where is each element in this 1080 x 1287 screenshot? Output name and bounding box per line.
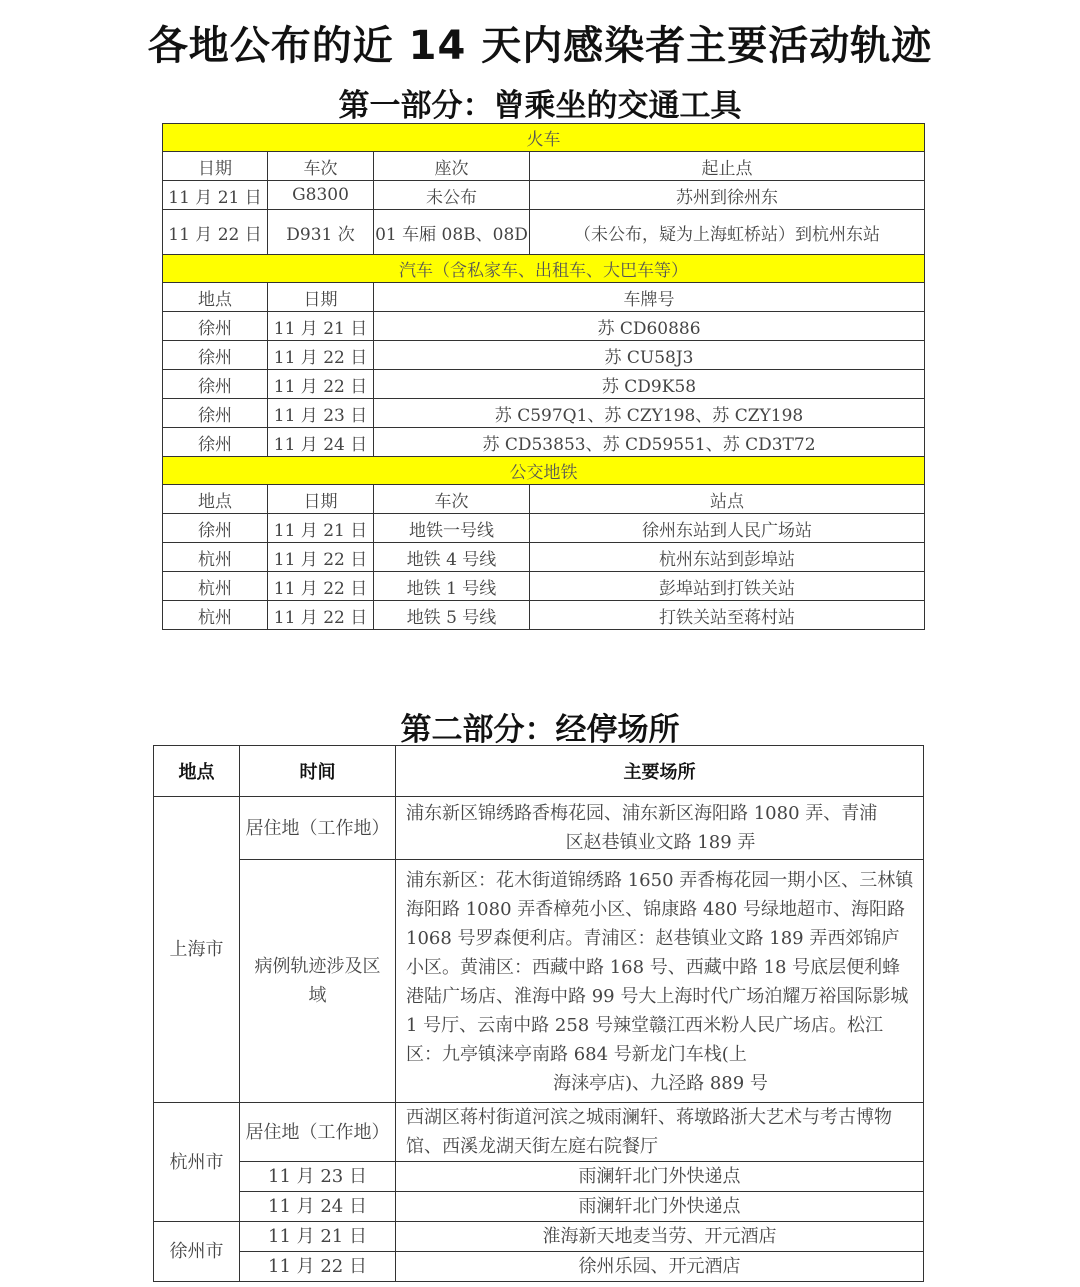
table-row — [154, 1103, 924, 1162]
transit-place: 杭州 — [163, 572, 268, 601]
car-plate: 苏 CD9K58 — [374, 370, 925, 399]
train-date: 11 月 22 日 — [163, 210, 268, 255]
table-row — [154, 1192, 924, 1222]
table-row — [163, 428, 925, 457]
table-row — [163, 601, 925, 630]
city-cell: 上海市 — [154, 797, 240, 1103]
transit-place: 杭州 — [163, 601, 268, 630]
car-plate: 苏 CD60886 — [374, 312, 925, 341]
venue-text: 浦东新区：花木街道锦绣路 1650 弄香梅花园一期小区、三林镇海阳路 1080 弄香樟苑小区、锦康路 480 号绿地超市、海阳路 1068 号罗森便利店。青浦区：赵巷镇业文路 189 弄西郊锦庐小区。黄浦区：西藏中路 168 号、西藏中路 18 号底层便利蜂港陆广场店、淮海中路 99 号大上海时代广场泊耀万裕国际影城 1 号厅、云南中路 258 号辣堂赣江西米粉人民广场店。松江区：九亭镇涞亭南路 684 号新龙门车栈(上 — [406, 870, 914, 1065]
table-row — [163, 572, 925, 601]
venues-table — [153, 745, 924, 1282]
transit-header-row — [163, 485, 925, 514]
transit-line: 地铁 4 号线 — [374, 543, 530, 572]
car-header-row — [163, 283, 925, 312]
car-section-label: 汽车（含私家车、出租车、大巴车等） — [163, 255, 925, 283]
col-header: 站点 — [530, 485, 925, 514]
train-section-label: 火车 — [163, 124, 925, 152]
col-header: 主要场所 — [396, 746, 924, 797]
time-cell: 11 月 22 日 — [240, 1252, 396, 1282]
venue-cell: 徐州乐园、开元酒店 — [396, 1252, 924, 1282]
city-cell: 杭州市 — [154, 1103, 240, 1222]
venue-cell — [396, 860, 924, 1103]
transit-date: 11 月 22 日 — [268, 572, 374, 601]
venue-cell: 雨澜轩北门外快递点 — [396, 1162, 924, 1192]
train-seat: 01 车厢 08B、08D — [374, 210, 530, 255]
time-cell: 11 月 24 日 — [240, 1192, 396, 1222]
city-cell: 徐州市 — [154, 1222, 240, 1282]
table-row — [154, 1162, 924, 1192]
transit-line: 地铁 5 号线 — [374, 601, 530, 630]
part2-heading: 第二部分：经停场所 — [400, 712, 680, 748]
train-route: 苏州到徐州东 — [530, 181, 925, 210]
time-cell: 病例轨迹涉及区域 — [240, 860, 396, 1103]
venue-cell — [396, 797, 924, 860]
col-header: 日期 — [268, 283, 374, 312]
table-row — [163, 543, 925, 572]
col-header: 时间 — [240, 746, 396, 797]
transit-date: 11 月 22 日 — [268, 543, 374, 572]
transit-stations: 杭州东站到彭埠站 — [530, 543, 925, 572]
venue-cell: 雨澜轩北门外快递点 — [396, 1192, 924, 1222]
venue-text-end: 海涞亭店)、九泾路 889 号 — [553, 1073, 768, 1094]
time-cell: 居住地（工作地） — [240, 797, 396, 860]
car-date: 11 月 22 日 — [268, 370, 374, 399]
table-row — [154, 797, 924, 860]
col-header: 起止点 — [530, 152, 925, 181]
part1-heading: 第一部分：曾乘坐的交通工具 — [338, 88, 742, 124]
col-header: 地点 — [163, 283, 268, 312]
document-title: 各地公布的近 14 天内感染者主要活动轨迹 — [147, 23, 933, 69]
transit-date: 11 月 22 日 — [268, 601, 374, 630]
train-number: D931 次 — [268, 210, 374, 255]
table-row — [163, 210, 925, 255]
transit-line: 地铁 1 号线 — [374, 572, 530, 601]
col-header: 车次 — [268, 152, 374, 181]
train-route: （未公布，疑为上海虹桥站）到杭州东站 — [530, 210, 925, 255]
transit-place: 杭州 — [163, 543, 268, 572]
transit-stations: 徐州东站到人民广场站 — [530, 514, 925, 543]
venue-text-end: 区赵巷镇业文路 189 弄 — [565, 832, 756, 853]
venues-header-row — [154, 746, 924, 797]
car-plate: 苏 C597Q1、苏 CZY198、苏 CZY198 — [374, 399, 925, 428]
col-header: 地点 — [154, 746, 240, 797]
col-header: 车次 — [374, 485, 530, 514]
car-place: 徐州 — [163, 428, 268, 457]
col-header: 车牌号 — [374, 283, 925, 312]
col-header: 地点 — [163, 485, 268, 514]
car-place: 徐州 — [163, 341, 268, 370]
car-date: 11 月 24 日 — [268, 428, 374, 457]
car-date: 11 月 22 日 — [268, 341, 374, 370]
train-date: 11 月 21 日 — [163, 181, 268, 210]
table-row — [154, 1222, 924, 1252]
col-header: 座次 — [374, 152, 530, 181]
car-plate: 苏 CD53853、苏 CD59551、苏 CD3T72 — [374, 428, 925, 457]
col-header: 日期 — [268, 485, 374, 514]
train-number: G8300 — [268, 181, 374, 210]
table-row — [163, 341, 925, 370]
time-cell: 11 月 23 日 — [240, 1162, 396, 1192]
transit-date: 11 月 21 日 — [268, 514, 374, 543]
transit-stations: 彭埠站到打铁关站 — [530, 572, 925, 601]
train-header-row — [163, 152, 925, 181]
venue-cell: 西湖区蒋村街道河滨之城雨澜轩、蒋墩路浙大艺术与考古博物馆、西溪龙湖天街左庭右院餐厅 — [396, 1103, 924, 1162]
table-row — [163, 370, 925, 399]
car-place: 徐州 — [163, 312, 268, 341]
car-date: 11 月 23 日 — [268, 399, 374, 428]
car-date: 11 月 21 日 — [268, 312, 374, 341]
transit-section-header — [163, 457, 925, 485]
table-row — [163, 312, 925, 341]
car-place: 徐州 — [163, 370, 268, 399]
table-row — [163, 181, 925, 210]
train-seat: 未公布 — [374, 181, 530, 210]
transit-stations: 打铁关站至蒋村站 — [530, 601, 925, 630]
car-plate: 苏 CU58J3 — [374, 341, 925, 370]
car-section-header — [163, 255, 925, 283]
table-row — [154, 860, 924, 1103]
time-cell: 11 月 21 日 — [240, 1222, 396, 1252]
table-row — [163, 399, 925, 428]
time-cell: 居住地（工作地） — [240, 1103, 396, 1162]
transport-table — [162, 123, 925, 630]
transit-place: 徐州 — [163, 514, 268, 543]
venue-text: 浦东新区锦绣路香梅花园、浦东新区海阳路 1080 弄、青浦 — [406, 803, 878, 824]
transit-line: 地铁一号线 — [374, 514, 530, 543]
col-header: 日期 — [163, 152, 268, 181]
table-row — [163, 514, 925, 543]
train-section-header — [163, 124, 925, 152]
venue-cell: 淮海新天地麦当劳、开元酒店 — [396, 1222, 924, 1252]
table-row — [154, 1252, 924, 1282]
transit-section-label: 公交地铁 — [163, 457, 925, 485]
car-place: 徐州 — [163, 399, 268, 428]
